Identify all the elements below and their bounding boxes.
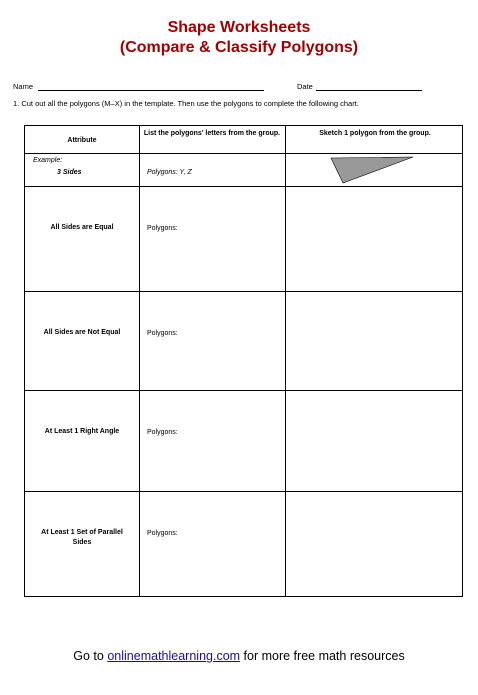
row-polygons-right-angle: Polygons:	[147, 429, 178, 436]
row-attribute-right-angle: At Least 1 Right Angle	[44, 428, 120, 435]
row-polygons-parallel-sides: Polygons:	[147, 530, 178, 537]
row-attribute-equal-sides: All Sides are Equal	[50, 224, 114, 231]
column-divider	[285, 126, 286, 596]
header-polygon-letters: List the polygons' letters from the group.	[143, 130, 281, 137]
date-label: Date	[297, 82, 313, 91]
row-attribute-unequal-sides: All Sides are Not Equal	[43, 329, 121, 336]
example-label: Example:	[33, 157, 63, 164]
row-divider	[25, 186, 462, 187]
instruction-text: 1. Cut out all the polygons (M–X) in the template. Then use the polygons to complete the following chart.	[13, 99, 359, 108]
footer-prefix: Go to	[73, 649, 104, 663]
example-polygons: Polygons: Y, Z	[147, 169, 192, 176]
row-polygons-unequal-sides: Polygons:	[147, 330, 178, 337]
footer	[0, 649, 478, 663]
example-triangle-sketch	[329, 154, 415, 186]
header-attribute: Attribute	[67, 137, 97, 144]
date-line	[316, 90, 422, 91]
name-label: Name	[13, 82, 34, 91]
footer-suffix: for more free math resources	[243, 649, 405, 663]
column-divider	[139, 126, 140, 596]
row-divider	[25, 291, 462, 292]
row-attribute-parallel-sides: At Least 1 Set of Parallel Sides	[41, 529, 123, 546]
polygon-chart	[24, 125, 463, 597]
worksheet-subtitle: (Compare & Classify Polygons)	[119, 39, 359, 56]
example-attribute: 3 Sides	[57, 169, 82, 176]
header-sketch: Sketch 1 polygon from the group.	[319, 130, 431, 137]
footer-link[interactable]: onlinemathlearning.com	[107, 649, 241, 663]
row-divider	[25, 491, 462, 492]
row-polygons-equal-sides: Polygons:	[147, 225, 178, 232]
worksheet-title: Shape Worksheets	[167, 19, 311, 36]
name-line	[38, 90, 264, 91]
row-divider	[25, 390, 462, 391]
